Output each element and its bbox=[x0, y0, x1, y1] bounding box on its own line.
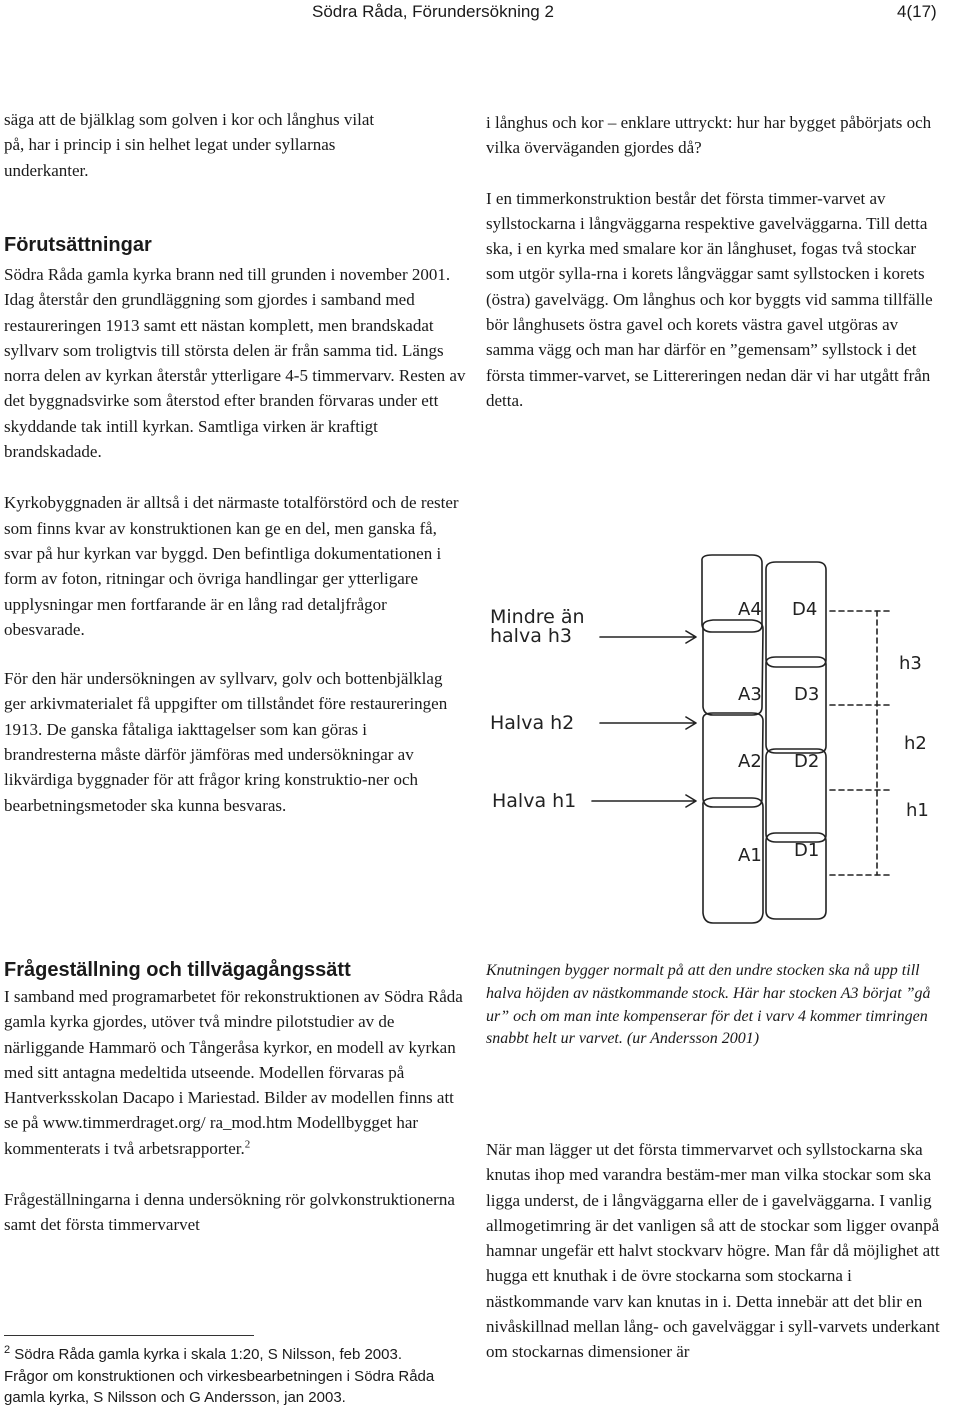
paragraph-forutsattningar-2: Kyrkobyggnaden är alltså i det närmaste totalförstörd och de rester som finns kvar av konstruktionen kan ge en del, men ganska få, svar på hur kyrkan var byggd. Den befintliga dokumentationen i form av foton, ritningar och övriga handlingar ger ytterligare upplysningar men fortfarande är en lång rad detaljfrågor obesvarade. bbox=[4, 493, 459, 639]
log-a4: A4 bbox=[738, 599, 762, 620]
section-heading-fragestallning: Frågeställning och tillvägagångssätt bbox=[4, 959, 351, 981]
section-heading-forutsattningar: Förutsättningar bbox=[4, 234, 152, 256]
dim-h1: h1 bbox=[906, 800, 929, 821]
section-forutsattningar bbox=[4, 233, 466, 818]
footnote-text-1: Södra Råda gamla kyrka i skala 1:20, S Nilsson, feb 2003. bbox=[14, 1346, 403, 1363]
paragraph-fragestallning-1 bbox=[4, 984, 466, 1161]
right-bottom-text bbox=[486, 1137, 948, 1365]
log-d1: D1 bbox=[794, 840, 820, 861]
paragraph-question: i långhus och kor – enklare uttryckt: hur har bygget påbörjats och vilka överväganden gjordes då? bbox=[486, 113, 932, 158]
figure-caption bbox=[486, 960, 941, 1051]
paragraph-forutsattningar-1: Södra Råda gamla kyrka brann ned till grunden i november 2001. Idag återstår den grundläggning som gjordes i samband med restaureringen 1913 samt ett nästan komplett, men brandskadat syllvarv som troligtvis till största delen är från samma tid. Längs norra delen av kyrkan återstår ytterligare 4-5 timmervarv. Resten av det byggnadsvirke som återstod efter branden förvaras under ett skyddande tak intill kyrkan. Samtliga virken är kraftigt brandskadade. bbox=[4, 265, 466, 462]
log-d4: D4 bbox=[792, 599, 818, 620]
footnote-line-2: Frågor om konstruktionen och virkesbearbetningen i Södra Råda gamla kyrka, S Nilsson och G Andersson, jan 2003. bbox=[4, 1367, 435, 1406]
paragraph-timmervarv: När man lägger ut det första timmervarvet och syllstockarna ska knutas ihop med varandra bestäm-mer man vilka stockar som ska ligga underst, de i långväggarna eller de i gavelväggarna. I vanlig allmogetimring är det vanligen så att de stockar som ligger ovanpå hamnar ungefär ett halvt stockvarv högre. Man får då möjlighet att hugga ett knuthak i de övre stockarna som stockarna i nästkommande varv kan knutas in i. Detta innebär att det blir en nivåskillnad mellan lång- och gavelväggar i syll-varvets underkant om stockarnas dimensioner är bbox=[486, 1140, 940, 1362]
label-mindre-an: Mindre än bbox=[490, 606, 585, 628]
footnote bbox=[4, 1344, 466, 1409]
paragraph-timmerkonstruktion: I en timmerkonstruktion består det första timmer-varvet av syllstockarna i långväggarna respektive gavelväggarna. Till detta ska, i en kyrka med smalare kor än långhuset, fogas två stockar som utgör sylla-rna i korets långväggar samt syllstocken i korets (östra) gavelvägg. Om långhus och kor byggts vid samma tillfälle bör långhusets östra gavel och korets västra gavel utgöras av samma vägg och man har därför en ”gemensam” syllstock i det första timmer-varvet, se Littereringen nedan där vi har utgått från detta. bbox=[486, 188, 933, 410]
label-halva-h2: Halva h2 bbox=[490, 712, 575, 734]
page-number: 4(17) bbox=[897, 2, 937, 21]
paragraph-fragestallning-2: Frågeställningarna i denna undersökning rör golvkonstruktionerna samt det första timmervarvet bbox=[4, 1190, 455, 1235]
label-halva-h1: Halva h1 bbox=[492, 790, 577, 812]
intro-paragraph: säga att de bjälklag som golven i kor och långhus vilat på, har i princip i sin helhet legat under syllarnas underkanter. bbox=[4, 110, 375, 180]
log-d2: D2 bbox=[794, 751, 820, 772]
label-halva-h3: halva h3 bbox=[490, 625, 573, 647]
footnote-marker: 2 bbox=[4, 1344, 11, 1356]
page-header bbox=[0, 0, 960, 30]
footnote-divider bbox=[4, 1335, 254, 1336]
log-a3: A3 bbox=[738, 684, 762, 705]
paragraph-fragestallning-1-text: I samband med programarbetet för rekonstruktionen av Södra Råda gamla kyrka gjordes, utöver två mindre pilotstudier av de närliggande Hammarö och Tångeråsa kyrkor, en modell av kyrkan med sitt antagna medeltida utseende. Modellen förvaras på Hantverksskolan Dacapo i Mariestad. Bilder av modellen finns att se på www.timmerdraget.org/ ra_mod.htm Modellbygget har kommenterats i två arbetsrapporter. bbox=[4, 987, 463, 1158]
log-d3: D3 bbox=[794, 684, 820, 705]
document-title: Södra Råda, Förundersökning 2 bbox=[312, 2, 554, 21]
dim-h3: h3 bbox=[899, 653, 922, 674]
footnote-line-1 bbox=[4, 1344, 466, 1366]
log-a2: A2 bbox=[738, 751, 762, 772]
section-fragestallning bbox=[4, 958, 466, 1238]
timber-knot-diagram bbox=[480, 545, 940, 940]
dim-h2: h2 bbox=[904, 733, 927, 754]
right-top-text bbox=[486, 110, 948, 413]
left-intro bbox=[4, 107, 466, 183]
log-d3-shape bbox=[766, 657, 826, 753]
paragraph-forutsattningar-3: För den här undersökningen av syllvarv, golv och bottenbjälklag ger arkivmaterialet få uppgifter om tillståndet före restaureringen 1913. De ganska fåtaliga iakttagelser som kan göras i brandresterna måste därför jämföras med undersökningar av likvärdiga byggnader för att frågor kring konstruktio-ner och bearbetningsmetoder ska kunna besvaras. bbox=[4, 669, 448, 815]
log-a1: A1 bbox=[738, 845, 762, 866]
footnote-reference: 2 bbox=[244, 1138, 251, 1151]
figure-caption-text: Knutningen bygger normalt på att den undre stocken ska nå upp till halva höjden av nästkommande stock. Här har stocken A3 börjat ”gå ur” och om man inte kompenserar för det i varv 4 kommer timringen snabbt helt ur varvet. (ur Andersson 2001) bbox=[486, 962, 931, 1048]
